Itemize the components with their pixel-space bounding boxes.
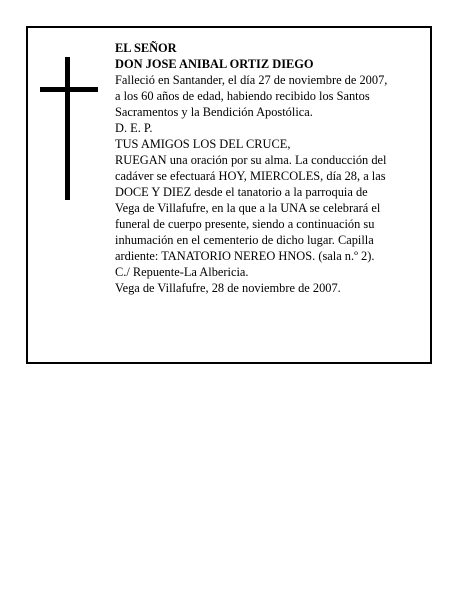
- funeral-line: cadáver se efectuará HOY, MIERCOLES, día 28, a las: [115, 169, 386, 183]
- obituary-title: EL SEÑOR: [115, 41, 177, 55]
- funeral-line: RUEGAN una oración por su alma. La conducción del: [115, 153, 387, 167]
- obituary-text: [115, 40, 420, 296]
- funeral-line: funeral de cuerpo presente, siendo a continuación su: [115, 217, 375, 231]
- funeral-line: ardiente: TANATORIO NEREO HNOS. (sala n.º 2).: [115, 249, 375, 263]
- obituary-notice: [26, 26, 432, 364]
- death-line: a los 60 años de edad, habiendo recibido los Santos: [115, 89, 370, 103]
- cross-horizontal-bar: [40, 87, 98, 92]
- mourners: TUS AMIGOS LOS DEL CRUCE,: [115, 137, 291, 151]
- death-details: [115, 72, 420, 120]
- rest-in-peace: D. E. P.: [115, 121, 153, 135]
- deceased-name: DON JOSE ANIBAL ORTIZ DIEGO: [115, 57, 314, 71]
- funeral-details: [115, 152, 420, 280]
- death-line: Falleció en Santander, el día 27 de noviembre de 2007,: [115, 73, 388, 87]
- cross-vertical-bar: [65, 57, 70, 200]
- funeral-line: Vega de Villafufre, en la que a la UNA se celebrará el: [115, 201, 381, 215]
- funeral-line: inhumación en el cementerio de dicho lugar. Capilla: [115, 233, 374, 247]
- place-and-date: Vega de Villafufre, 28 de noviembre de 2007.: [115, 281, 341, 295]
- death-line: Sacramentos y la Bendición Apostólica.: [115, 105, 313, 119]
- funeral-line: DOCE Y DIEZ desde el tanatorio a la parroquia de: [115, 185, 368, 199]
- funeral-line: C./ Repuente-La Albericia.: [115, 265, 249, 279]
- cross-icon: [40, 57, 98, 200]
